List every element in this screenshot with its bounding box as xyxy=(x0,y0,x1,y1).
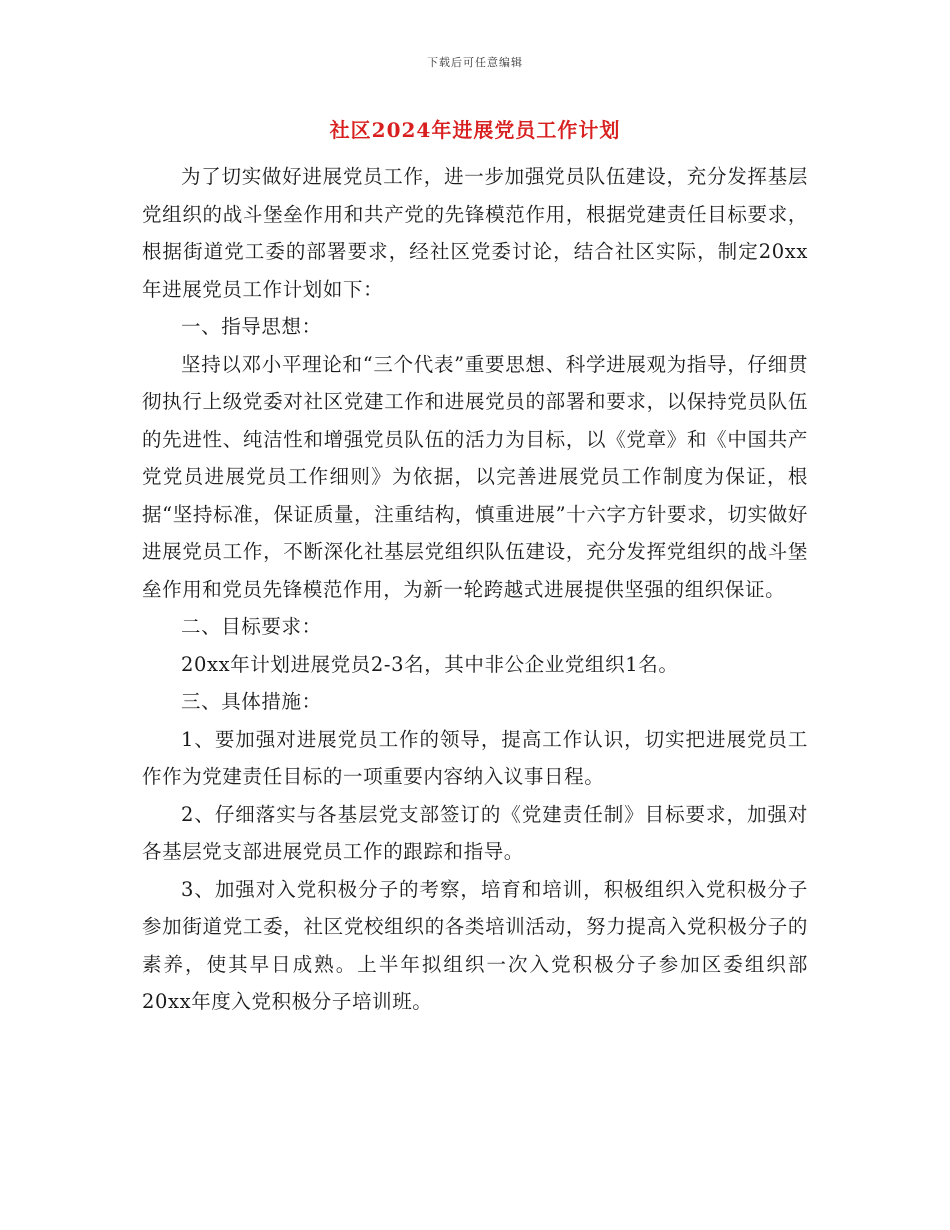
paragraph-measure-3: 3、加强对入党积极分子的考察，培育和培训，积极组织入党积极分子参加街道党工委，社区党校组织的各类培训活动，努力提高入党积极分子的素养，使其早日成熟。上半年拟组织一次入党积极分子参加区委组织部20xx年度入党积极分子培训班。 xyxy=(142,877,808,1013)
paragraph-measure-2: 2、仔细落实与各基层党支部签订的《党建责任制》目标要求，加强对各基层党支部进展党员工作的跟踪和指导。 xyxy=(142,802,808,863)
header-note: 下载后可任意编辑 xyxy=(427,56,523,69)
document-title: 社区2024年进展党员工作计划 xyxy=(329,118,621,142)
heading-specific-measures: 三、具体措施： xyxy=(181,690,322,713)
paragraph-target-requirements: 20xx年计划进展党员2-3名，其中非公企业党组织1名。 xyxy=(181,652,679,676)
heading-guiding-thought: 一、指导思想： xyxy=(181,315,322,338)
document-body xyxy=(142,158,808,1021)
paragraph-measure-1: 1、要加强对进展党员工作的领导，提高工作认识，切实把进展党员工作作为党建责任目标的一项重要内容纳入议事日程。 xyxy=(142,727,808,788)
heading-target-requirements: 二、目标要求： xyxy=(181,615,322,638)
paragraph-guiding-thought: 坚持以邓小平理论和“三个代表”重要思想、科学进展观为指导，仔细贯彻执行上级党委对社区党建工作和进展党员的部署和要求，以保持党员队伍的先进性、纯洁性和增强党员队伍的活力为目标，以《党章》和《中国共产党党员进展党员工作细则》为依据，以完善进展党员工作制度为保证，根据“坚持标准，保证质量，注重结构，慎重进展”十六字方针要求，切实做好进展党员工作，不断深化社基层党组织队伍建设，充分发挥党组织的战斗堡垒作用和党员先锋模范作用，为新一轮跨越式进展提供坚强的组织保证。 xyxy=(142,352,808,601)
paragraph-intro: 为了切实做好进展党员工作，进一步加强党员队伍建设，充分发挥基层党组织的战斗堡垒作用和共产党的先锋模范作用，根据党建责任目标要求，根据街道党工委的部署要求，经社区党委讨论，结合社区实际，制定20xx年进展党员工作计划如下： xyxy=(142,165,808,301)
